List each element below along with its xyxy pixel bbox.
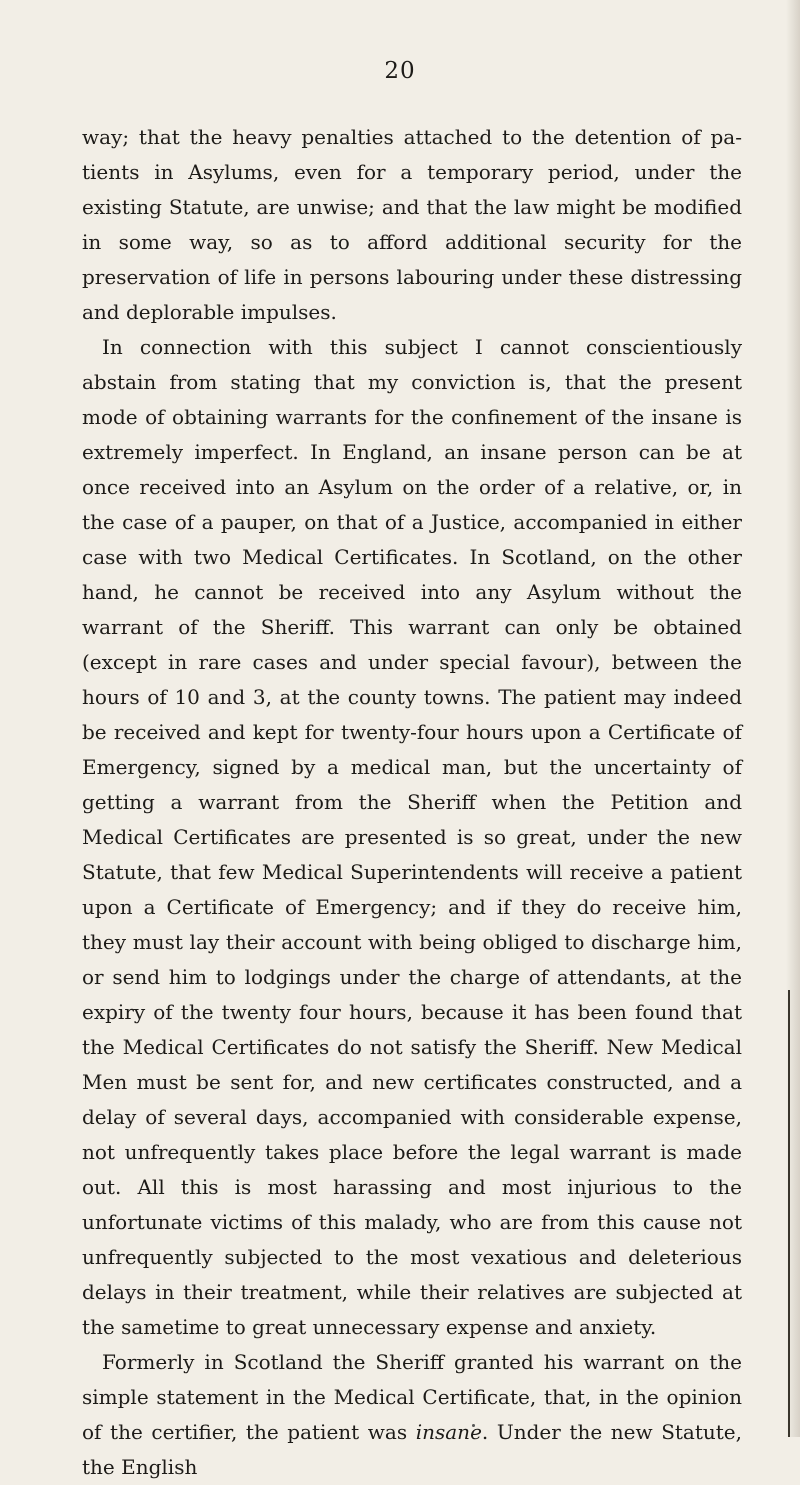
paragraph-2: In connection with this subject I cannot conscientiously abstain from stating that my conviction is, that the present mode of obtaining warrants for the confinement of the insane is extremely imperfect. In England, an insane person can be at once received into an Asylum on the order of a relative, or, in the case of a pauper, on that of a Justice, accompanied in either case with two Medical Certificates. In Scotland, on the other hand, he cannot be received into any Asylum without the warrant of the Sheriff. This warrant can only be obtained (except in rare cases and under special favour), between the hours of 10 and 3, at the county towns. The patient may indeed be received and kept for twenty-four hours upon a Certificate of Emergency, signed by a medical man, but the uncertainty of getting a warrant from the Sheriff when the Petition and Medical Certificates are presented is so great, under the new Statute, that few Medical Superintendents will receive a patient upon a Certificate of Emergency; and if they do receive him, they must lay their account with being obliged to discharge him, or send him to lodgings under the charge of attendants, at the expiry of the twenty four hours, because it has been found that the Medical Certificates do not satisfy the Sheriff. New Medical Men must be sent for, and new certificates constructed, and a delay of several days, accompanied with considerable expense, not unfrequently takes place before the legal warrant is made out. All this is most harassing and most injurious to the unfortunate victims of this malady, who are from this cause not unfrequently subjected to the most vexatious and deleterious delays in their treatment, while their relatives are subjected at the sametime to great unnecessary expense and anxiety. — [82, 335, 742, 1339]
paragraph-3: Formerly in Scotland the Sheriff granted his warrant on the simple statement in the Medical Certificate, that, in the opinion of the certifier, the patient was insane. Under the new Statute, the English — [82, 1350, 743, 1479]
page-number: 20 — [384, 58, 416, 84]
body-text — [82, 120, 742, 1485]
paragraph-1: way; that the heavy penalties attached to the detention of patients in Asylums, even for a temporary period, under the existing Statute, are unwise; and that the law might be modified in some way, so as to afford additional security for the preservation of life in persons labouring under these distressing and deplorable impulses. — [82, 125, 742, 324]
page-edge-line — [788, 990, 790, 1437]
italic-emphasis: insane — [415, 1420, 482, 1444]
